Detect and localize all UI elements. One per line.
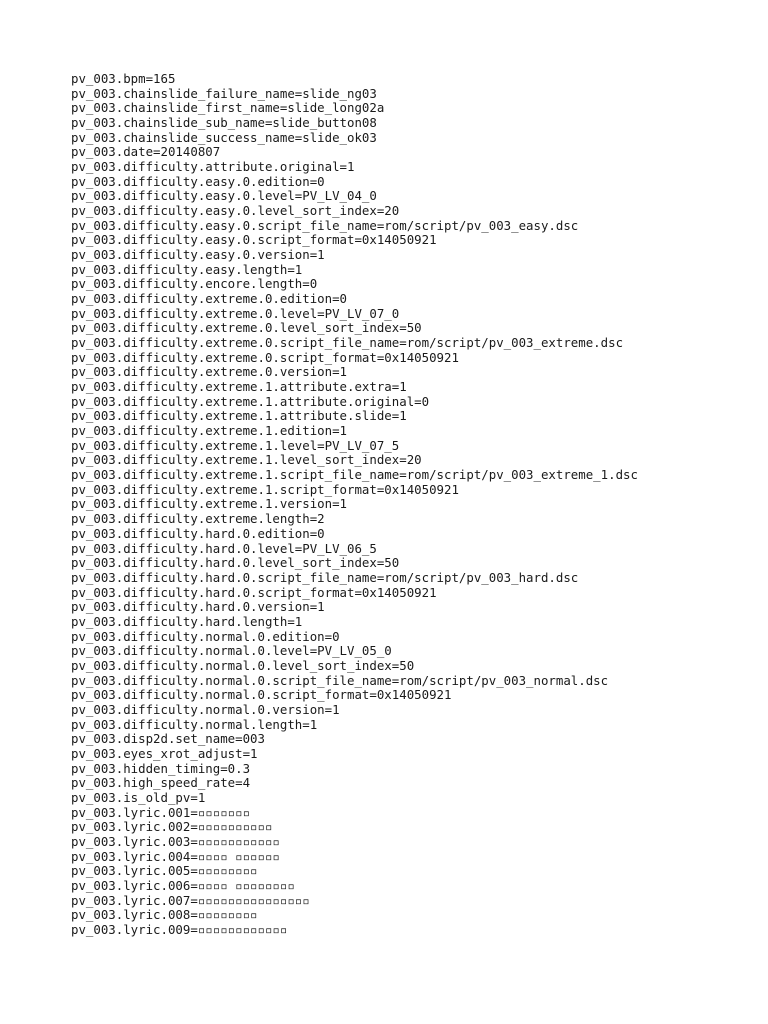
- config-line: pv_003.difficulty.hard.0.level=PV_LV_06_5: [71, 540, 377, 556]
- config-line: pv_003.difficulty.extreme.1.attribute.slide=1: [71, 408, 407, 424]
- config-line: pv_003.difficulty.attribute.original=1: [71, 159, 355, 175]
- config-line: pv_003.difficulty.easy.0.version=1: [71, 247, 325, 263]
- config-line: pv_003.difficulty.extreme.0.level_sort_index=50: [71, 320, 422, 336]
- config-line: pv_003.lyric.007=▫▫▫▫▫▫▫▫▫▫▫▫▫▫▫: [71, 892, 310, 908]
- config-line: pv_003.difficulty.easy.0.level=PV_LV_04_0: [71, 188, 377, 204]
- config-line: pv_003.chainslide_first_name=slide_long02a: [71, 100, 385, 116]
- config-line: pv_003.difficulty.extreme.0.edition=0: [71, 291, 348, 307]
- config-line: pv_003.chainslide_sub_name=slide_button08: [71, 115, 377, 131]
- config-line: pv_003.difficulty.extreme.1.level=PV_LV_07_5: [71, 437, 400, 453]
- config-line: pv_003.difficulty.encore.length=0: [71, 276, 318, 292]
- config-line: pv_003.difficulty.easy.length=1: [71, 261, 303, 277]
- config-line: pv_003.lyric.002=▫▫▫▫▫▫▫▫▫▫: [71, 819, 273, 835]
- config-line: pv_003.difficulty.hard.0.version=1: [71, 599, 325, 615]
- config-line: pv_003.date=20140807: [71, 144, 221, 160]
- config-line: pv_003.difficulty.extreme.1.level_sort_index=20: [71, 452, 422, 468]
- config-line: pv_003.difficulty.easy.0.level_sort_index=20: [71, 203, 400, 219]
- config-line: pv_003.difficulty.extreme.1.script_format=0x14050921: [71, 481, 459, 497]
- config-line: pv_003.difficulty.extreme.0.level=PV_LV_07_0: [71, 305, 400, 321]
- config-line: pv_003.lyric.008=▫▫▫▫▫▫▫▫: [71, 907, 258, 923]
- config-line: pv_003.difficulty.hard.0.edition=0: [71, 525, 325, 541]
- config-line: pv_003.difficulty.hard.0.script_format=0x14050921: [71, 584, 437, 600]
- config-line: pv_003.difficulty.hard.0.script_file_name=rom/script/pv_003_hard.dsc: [71, 569, 579, 585]
- config-line: pv_003.difficulty.hard.length=1: [71, 613, 303, 629]
- config-line: pv_003.difficulty.hard.0.level_sort_index=50: [71, 555, 400, 571]
- config-line: pv_003.lyric.004=▫▫▫▫ ▫▫▫▫▫▫: [71, 848, 280, 864]
- config-line: pv_003.chainslide_failure_name=slide_ng03: [71, 85, 377, 101]
- config-line: pv_003.disp2d.set_name=003: [71, 731, 265, 747]
- config-line: pv_003.difficulty.extreme.0.script_file_name=rom/script/pv_003_extreme.dsc: [71, 335, 624, 351]
- config-line: pv_003.difficulty.extreme.1.edition=1: [71, 423, 348, 439]
- config-line: pv_003.difficulty.extreme.1.attribute.extra=1: [71, 379, 407, 395]
- config-line: pv_003.lyric.005=▫▫▫▫▫▫▫▫: [71, 863, 258, 879]
- config-line: pv_003.difficulty.normal.0.edition=0: [71, 628, 340, 644]
- config-line: pv_003.bpm=165: [71, 71, 176, 86]
- config-line: pv_003.difficulty.extreme.0.version=1: [71, 364, 348, 380]
- config-line: pv_003.high_speed_rate=4: [71, 775, 251, 791]
- config-line: pv_003.difficulty.easy.0.edition=0: [71, 173, 325, 189]
- config-line: pv_003.eyes_xrot_adjust=1: [71, 745, 258, 761]
- config-line: pv_003.difficulty.normal.0.script_format=0x14050921: [71, 687, 452, 703]
- config-line: pv_003.difficulty.extreme.1.script_file_name=rom/script/pv_003_extreme_1.dsc: [71, 467, 638, 483]
- config-line: pv_003.difficulty.normal.0.version=1: [71, 701, 340, 717]
- config-line: pv_003.lyric.009=▫▫▫▫▫▫▫▫▫▫▫▫: [71, 921, 288, 937]
- config-line: pv_003.difficulty.extreme.length=2: [71, 511, 325, 527]
- config-text-block: [71, 72, 638, 938]
- config-line: pv_003.difficulty.normal.0.script_file_name=rom/script/pv_003_normal.dsc: [71, 672, 609, 688]
- config-line: pv_003.chainslide_success_name=slide_ok03: [71, 129, 377, 145]
- config-line: pv_003.is_old_pv=1: [71, 789, 206, 805]
- config-line: pv_003.difficulty.easy.0.script_file_name=rom/script/pv_003_easy.dsc: [71, 217, 579, 233]
- config-line: pv_003.lyric.003=▫▫▫▫▫▫▫▫▫▫▫: [71, 833, 280, 849]
- config-line: pv_003.difficulty.extreme.1.attribute.original=0: [71, 393, 430, 409]
- config-line: pv_003.lyric.001=▫▫▫▫▫▫▫: [71, 804, 251, 820]
- config-line: pv_003.difficulty.extreme.1.version=1: [71, 496, 348, 512]
- config-line: pv_003.difficulty.extreme.0.script_format=0x14050921: [71, 349, 459, 365]
- config-line: pv_003.difficulty.normal.length=1: [71, 716, 318, 732]
- config-line: pv_003.hidden_timing=0.3: [71, 760, 251, 776]
- config-line: pv_003.difficulty.normal.0.level_sort_index=50: [71, 657, 415, 673]
- config-line: pv_003.lyric.006=▫▫▫▫ ▫▫▫▫▫▫▫▫: [71, 877, 295, 893]
- config-line: pv_003.difficulty.easy.0.script_format=0x14050921: [71, 232, 437, 248]
- config-line: pv_003.difficulty.normal.0.level=PV_LV_05_0: [71, 643, 392, 659]
